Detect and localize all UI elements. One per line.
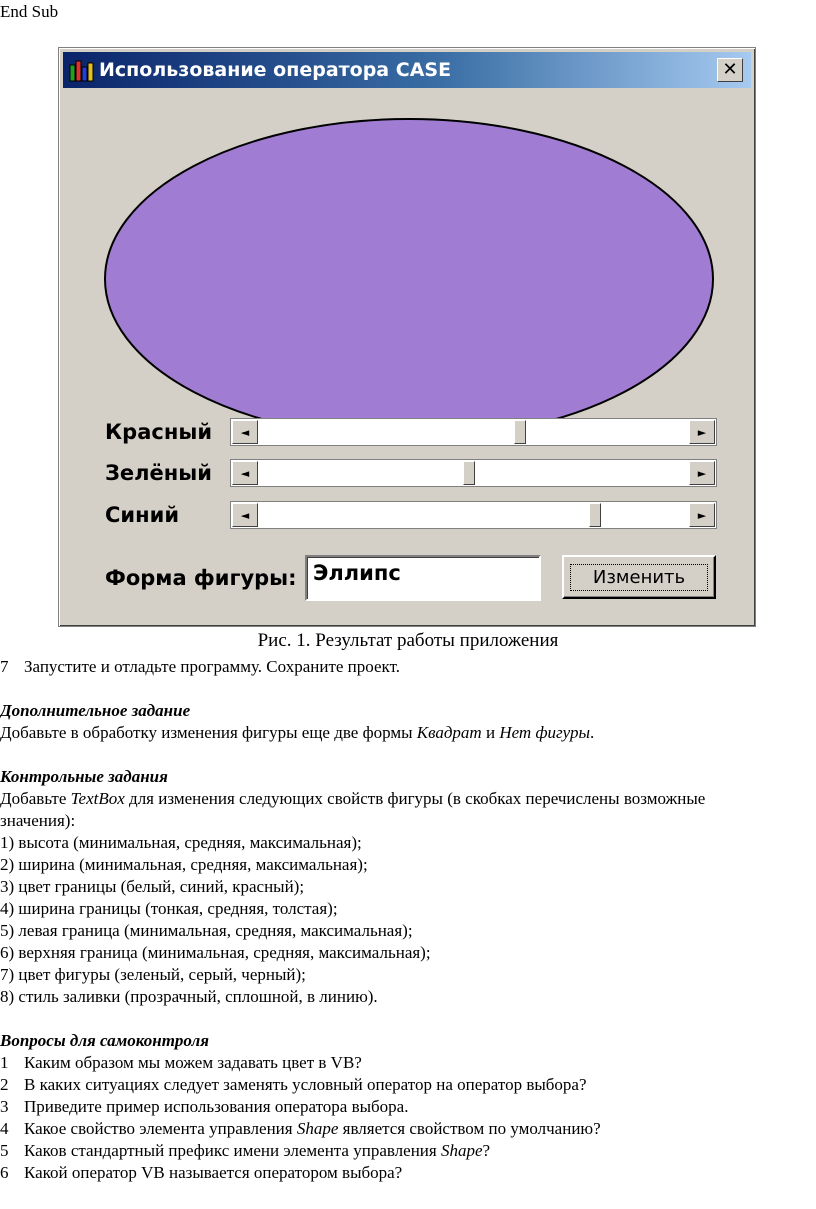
additional-text-a: Добавьте в обработку изменения фигуры еще две формы	[0, 723, 417, 742]
step-number: 7	[0, 657, 9, 676]
blue-scroll-thumb[interactable]	[589, 503, 601, 527]
title-bar	[63, 52, 751, 88]
question-number: 6	[0, 1163, 9, 1182]
questions-heading: Вопросы для самоконтроля	[0, 1031, 209, 1050]
question-item	[0, 1162, 402, 1184]
question-item	[0, 1052, 362, 1074]
figure-caption: Рис. 1. Результат работы приложения	[257, 630, 559, 651]
question-em: Shape	[296, 1119, 339, 1138]
scroll-left-button[interactable]	[232, 503, 258, 527]
control-item: 8) стиль заливки (прозрачный, сплошной, в линию).	[0, 987, 378, 1006]
step-text: Запустите и отладьте программу. Сохраните проект.	[24, 657, 400, 676]
control-intro-b: для изменения следующих свойств фигуры (в скобках перечислены возможные	[124, 789, 706, 808]
question-item	[0, 1140, 490, 1162]
green-scrollbar[interactable]	[230, 459, 717, 487]
question-text: Каким образом мы можем задавать цвет в VB?	[24, 1053, 362, 1072]
question-item	[0, 1118, 601, 1140]
control-intro	[0, 788, 705, 810]
additional-em-no-shape: Нет фигуры	[499, 723, 590, 742]
question-number: 3	[0, 1097, 9, 1116]
control-heading: Контрольные задания	[0, 767, 168, 786]
blue-scrollbar[interactable]	[230, 501, 717, 529]
green-label: Зелёный	[105, 461, 212, 485]
control-item: 3) цвет границы (белый, синий, красный);	[0, 877, 305, 896]
left-arrow-icon: ◄	[240, 508, 250, 522]
app-window-screenshot	[58, 47, 756, 627]
left-arrow-icon: ◄	[240, 466, 250, 480]
question-text-a: Каков стандартный префикс имени элемента управления	[24, 1141, 441, 1160]
change-button-label: Изменить	[570, 564, 708, 591]
app-icon	[69, 57, 95, 83]
red-label: Красный	[105, 420, 213, 444]
question-text: Какой оператор VB называется оператором выбора?	[24, 1163, 403, 1182]
question-text-a: Какое свойство элемента управления	[24, 1119, 297, 1138]
additional-text-c: .	[590, 723, 595, 742]
scroll-right-button[interactable]	[689, 503, 715, 527]
control-intro-cont: значения):	[0, 811, 76, 830]
scroll-left-button[interactable]	[232, 461, 258, 485]
question-number: 2	[0, 1075, 9, 1094]
additional-heading: Дополнительное задание	[0, 701, 191, 720]
control-intro-a: Добавьте	[0, 789, 71, 808]
question-text: Приведите пример использования оператора выбора.	[24, 1097, 409, 1116]
question-text: В каких ситуациях следует заменять условный оператор на оператор выбора?	[24, 1075, 587, 1094]
question-number: 4	[0, 1119, 9, 1138]
question-em: Shape	[440, 1141, 483, 1160]
change-button[interactable]	[562, 555, 716, 599]
right-arrow-icon: ►	[697, 425, 707, 439]
right-arrow-icon: ►	[697, 466, 707, 480]
control-item: 5) левая граница (минимальная, средняя, максимальная);	[0, 921, 413, 940]
ellipse-shape	[105, 119, 713, 439]
shape-form-input[interactable]: Эллипс	[305, 555, 541, 601]
scroll-right-button[interactable]	[689, 461, 715, 485]
scroll-right-button[interactable]	[689, 420, 715, 444]
control-item: 7) цвет фигуры (зеленый, серый, черный);	[0, 965, 306, 984]
step-7	[0, 656, 400, 678]
question-text-b: является свойством по умолчанию?	[338, 1119, 601, 1138]
red-scroll-thumb[interactable]	[514, 420, 526, 444]
question-number: 5	[0, 1141, 9, 1160]
question-text-b: ?	[482, 1141, 491, 1160]
control-item: 6) верхняя граница (минимальная, средняя, максимальная);	[0, 943, 431, 962]
question-item	[0, 1096, 408, 1118]
red-scrollbar[interactable]	[230, 418, 717, 446]
close-button[interactable]	[717, 58, 743, 82]
blue-label: Синий	[105, 503, 180, 527]
right-arrow-icon: ►	[697, 508, 707, 522]
control-item: 1) высота (минимальная, средняя, максимальная);	[0, 833, 362, 852]
control-item: 4) ширина границы (тонкая, средняя, толстая);	[0, 899, 338, 918]
control-intro-textbox: TextBox	[70, 789, 125, 808]
code-end-sub: End Sub	[0, 2, 59, 21]
question-item	[0, 1074, 587, 1096]
green-scroll-thumb[interactable]	[463, 461, 475, 485]
window-title: Использование оператора CASE	[99, 59, 452, 81]
left-arrow-icon: ◄	[240, 425, 250, 439]
additional-text-b: и	[481, 723, 500, 742]
close-icon: ✕	[722, 59, 738, 80]
shape-canvas	[103, 111, 715, 451]
control-item: 2) ширина (минимальная, средняя, максимальная);	[0, 855, 368, 874]
additional-text	[0, 722, 594, 744]
scroll-left-button[interactable]	[232, 420, 258, 444]
question-number: 1	[0, 1053, 9, 1072]
shape-form-label: Форма фигуры:	[105, 566, 297, 590]
additional-em-square: Квадрат	[416, 723, 482, 742]
